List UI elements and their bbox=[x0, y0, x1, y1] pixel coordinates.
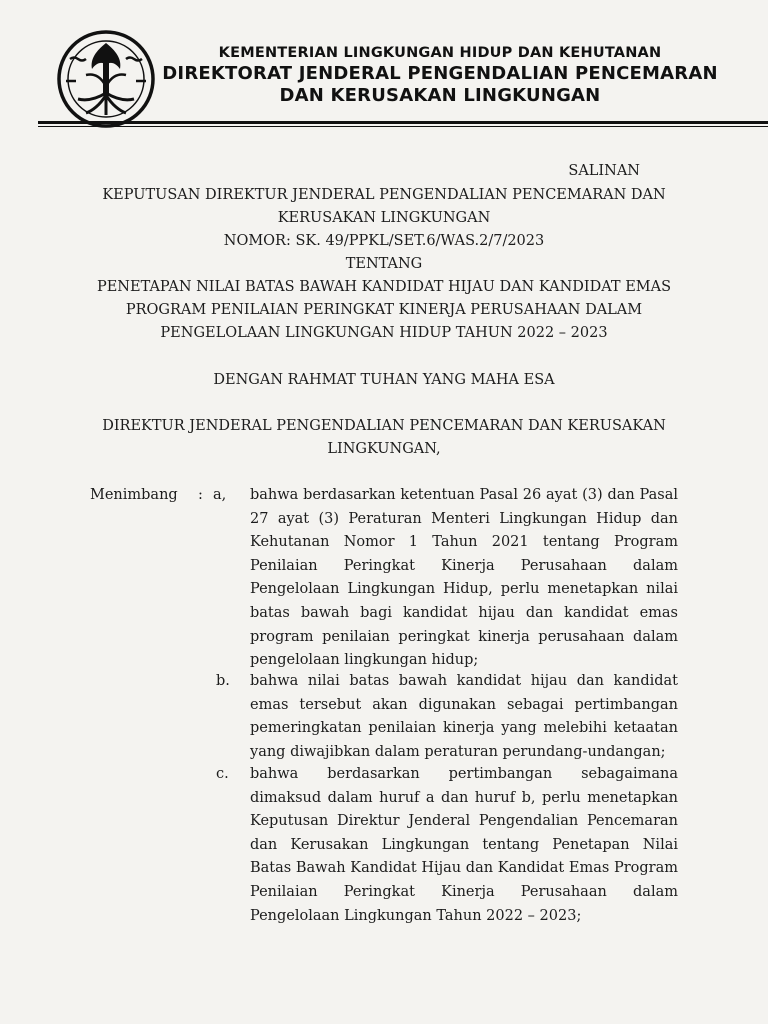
decree-title-line2: KERUSAKAN LINGKUNGAN bbox=[277, 210, 491, 226]
ministry-name: KEMENTERIAN LINGKUNGAN HIDUP DAN KEHUTANAN bbox=[218, 45, 662, 61]
ministry-emblem-logo bbox=[56, 29, 156, 129]
decree-subject-line1: PENETAPAN NILAI BATAS BAWAH KANDIDAT HIJAU DAN KANDIDAT EMAS bbox=[96, 279, 672, 295]
considering-item-a: bahwa berdasarkan ketentuan Pasal 26 ayat (3) dan Pasal 27 ayat (3) Peraturan Menteri Lingkungan Hidup dan Kehutanan Nomor 1 Tahun 2021 tentang Program Penilaian Peringkat Kinerja Perusahaan dalam Pengelolaan Lingkungan Hidup, perlu menetapkan nilai batas bawah bagi kandidat hijau dan kandidat emas program penilaian peringkat kinerja perusahaan dalam pengelolaan lingkungan hidup; bbox=[250, 487, 678, 669]
considering-colon: : bbox=[198, 487, 203, 503]
considering-item-c: bahwa berdasarkan pertimbangan sebagaimana dimaksud dalam huruf a dan huruf b, perlu menetapkan Keputusan Direktur Jenderal Pengendalian Pencemaran dan Kerusakan Lingkungan tentang Penetapan Nilai Batas Bawah Kandidat Hijau dan Kandidat Emas Program Penilaian Peringkat Kinerja Perusahaan dalam Pengelolaan Lingkungan Tahun 2022 – 2023; bbox=[250, 766, 678, 924]
copy-label: SALINAN bbox=[568, 163, 640, 179]
letterhead-rule-thin bbox=[38, 126, 768, 127]
item-letter-a: a, bbox=[213, 487, 227, 503]
decree-title-line1: KEPUTUSAN DIREKTUR JENDERAL PENGENDALIAN PENCEMARAN DAN bbox=[102, 187, 666, 203]
directorate-name-line2: DAN KERUSAKAN LINGKUNGAN bbox=[279, 85, 601, 106]
directorate-name-line1: DIREKTORAT JENDERAL PENGENDALIAN PENCEMARAN bbox=[162, 63, 718, 84]
official-title-line1: DIREKTUR JENDERAL PENGENDALIAN PENCEMARAN DAN KERUSAKAN bbox=[102, 418, 666, 434]
decree-subject-line2: PROGRAM PENILAIAN PERINGKAT KINERJA PERUSAHAAN DALAM bbox=[125, 302, 643, 318]
item-letter-b: b. bbox=[216, 673, 230, 689]
invocation: DENGAN RAHMAT TUHAN YANG MAHA ESA bbox=[213, 372, 555, 388]
considering-label: Menimbang bbox=[90, 487, 178, 503]
considering-item-b: bahwa nilai batas bawah kandidat hijau dan kandidat emas tersebut akan digunakan sebagai pertimbangan pemeringkatan penilaian kinerja yang melebihi ketaatan yang diwajibkan dalam peraturan perundang-undangan; bbox=[250, 673, 678, 760]
decree-subject-line3: PENGELOLAAN LINGKUNGAN HIDUP TAHUN 2022 – 2023 bbox=[160, 325, 608, 341]
letterhead-rule-thick bbox=[38, 121, 768, 124]
decree-number: NOMOR: SK. 49/PPKL/SET.6/WAS.2/7/2023 bbox=[223, 233, 545, 249]
official-title-line2: LINGKUNGAN, bbox=[327, 441, 441, 457]
decree-about: TENTANG bbox=[345, 256, 423, 272]
item-letter-c: c. bbox=[216, 766, 229, 782]
